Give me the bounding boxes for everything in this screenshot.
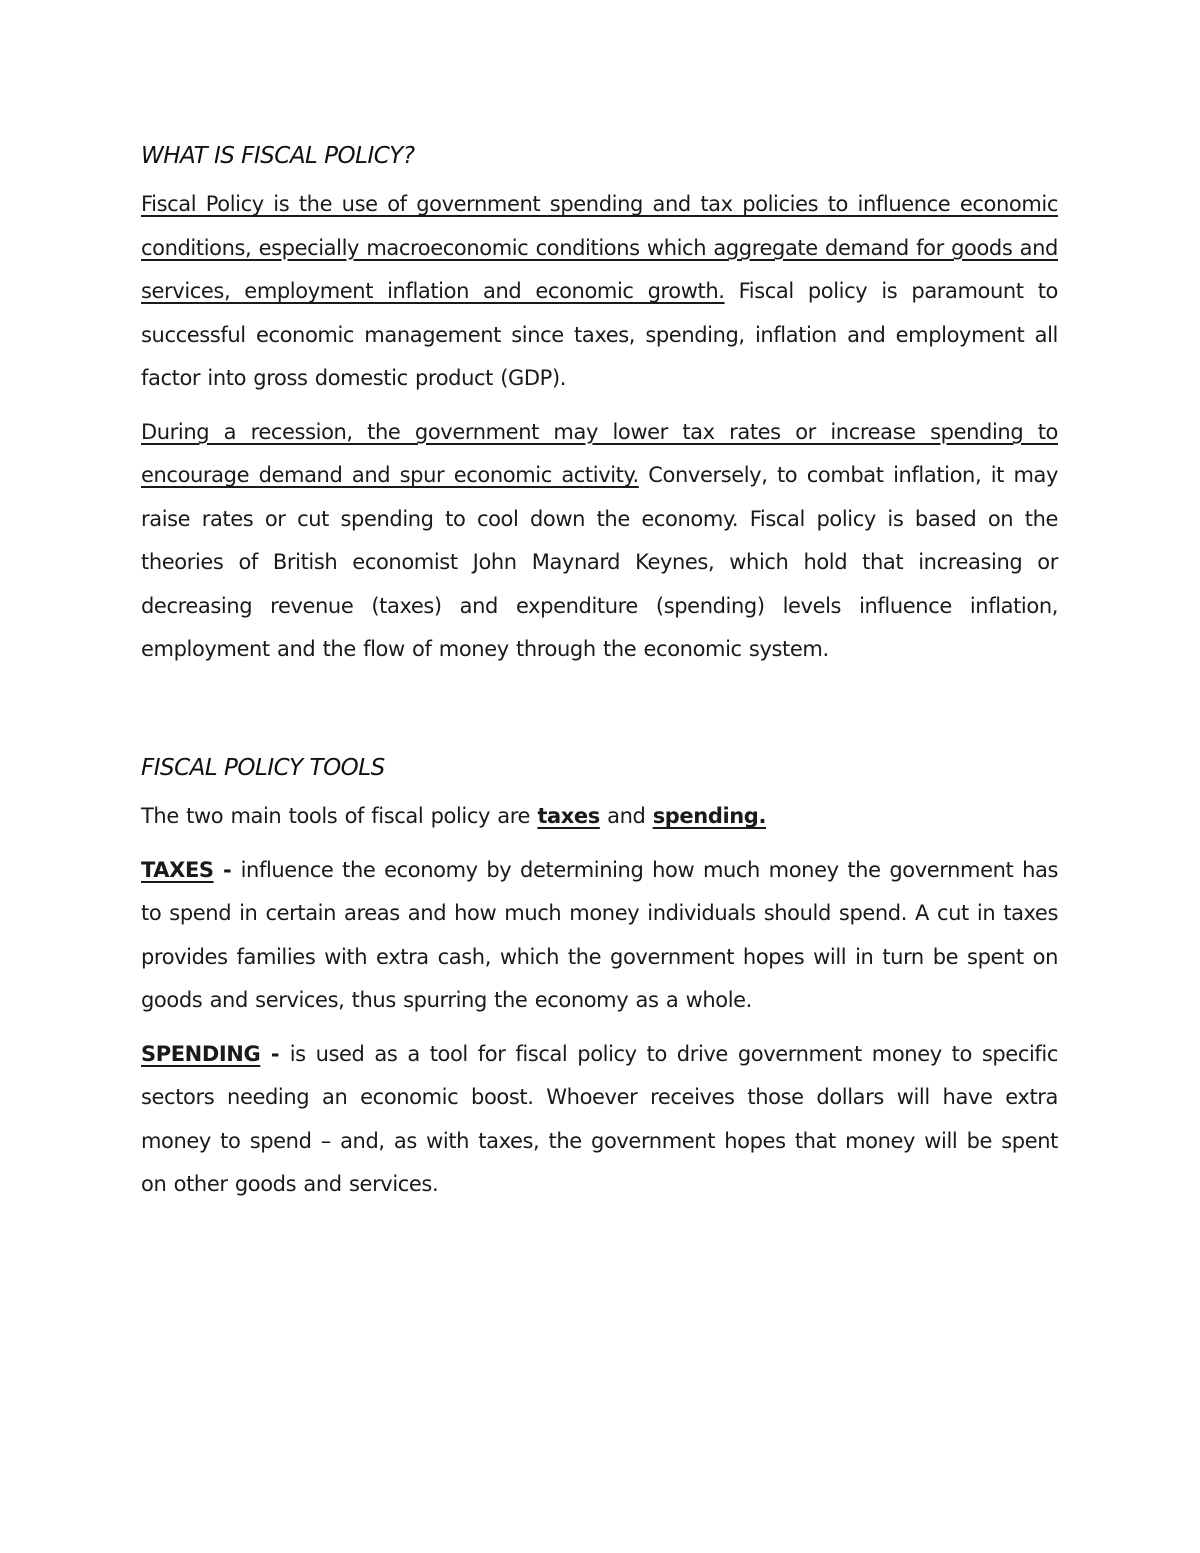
spending-dash: - (260, 1041, 290, 1066)
paragraph-taxes (141, 849, 1058, 1023)
intro-text: The two main tools of fiscal policy are (141, 804, 538, 829)
paragraph-spending (141, 1033, 1058, 1207)
intro-and: and (599, 804, 653, 829)
section-heading-what-is-fiscal-policy: WHAT IS FISCAL POLICY? (141, 143, 415, 169)
taxes-description: influence the economy by determining how much money the government has to spend in certain areas and how much money individuals should spend. A cut in taxes provides families with extra cash, which the government hopes will in turn be spent on goods and services, thus spurring the economy as a whole. (141, 857, 1058, 1013)
underlined-recession: During a recession, the government may lower tax rates or increase spending to encourage demand and spur economic activity. (141, 419, 1058, 488)
recession-continuation: Conversely, to combat inflation, it may raise rates or cut spending to cool down the economy. Fiscal policy is based on the theories of British economist John Maynard Keynes, which hold that increasing or decreasing revenue (taxes) and expenditure (spending) levels influence inflation, employment and the flow of money through the economic system. (141, 463, 1059, 662)
underlined-definition: Fiscal Policy is the use of government spending and tax policies to influence economic conditions, especially macroeconomic conditions which aggregate demand for goods and services, employment inflation and economic growth. (141, 192, 1058, 304)
taxes-dash: - (213, 857, 241, 882)
paragraph-tools-intro (141, 795, 1058, 839)
spending-label: SPENDING (141, 1041, 261, 1066)
section-heading-fiscal-policy-tools: FISCAL POLICY TOOLS (141, 754, 385, 781)
paragraph-definition (141, 183, 1058, 401)
definition-continuation: Fiscal policy is paramount to successful economic management since taxes, spending, inflation and employment all factor into gross domestic product (GDP). (141, 279, 1058, 391)
paragraph-recession (141, 411, 1058, 672)
taxes-label: TAXES (141, 857, 214, 882)
spending-description: is used as a tool for fiscal policy to drive government money to specific sectors needing an economic boost. Whoever receives those dollars will have extra money to spend – and, as with taxes, the government hopes that money will be spent on other goods and services. (141, 1041, 1058, 1197)
section-spacer (141, 682, 1058, 752)
intro-taxes-term: taxes (537, 804, 600, 829)
document-page (141, 140, 1058, 1217)
intro-spending-term: spending. (652, 804, 767, 829)
